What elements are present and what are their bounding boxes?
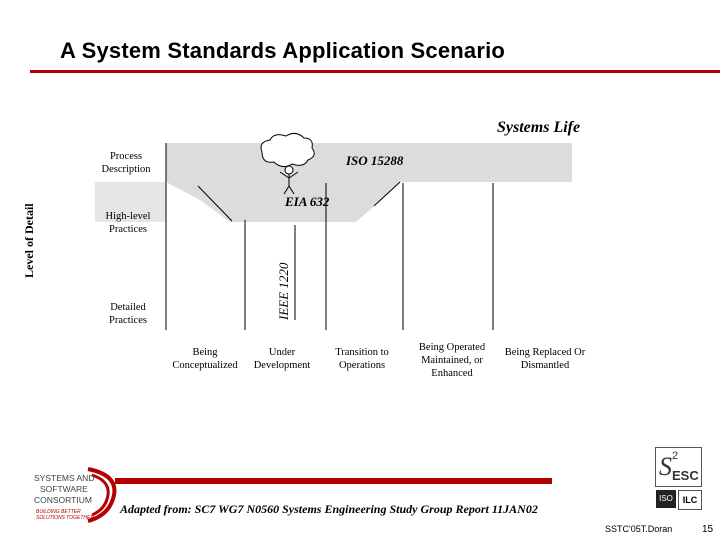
s2esc-logo: [655, 447, 702, 487]
s2esc-text: ESC: [672, 468, 699, 483]
stage-under-development: Under Development: [253, 347, 311, 371]
consortium-logo: [30, 465, 125, 525]
footer-credit: SSTC'05T.Doran: [605, 524, 673, 534]
page-number: 15: [702, 524, 714, 535]
eia-632-label: EIA 632: [285, 194, 330, 209]
stage-being-operated: Being Operated Maintained, or Enhanced: [418, 342, 486, 379]
s2esc-letter: S: [659, 452, 672, 481]
stage-being-conceptualized: Being Conceptualized: [172, 347, 238, 371]
level-detailed-practices: Detailed Practices: [109, 302, 147, 326]
iso-logo: ISO: [656, 490, 676, 508]
source-caption: Adapted from: SC7 WG7 N0560 Systems Engineering Study Group Report 11JAN02: [120, 502, 538, 516]
consortium-line-2: SOFTWARE: [40, 484, 88, 494]
ilc-logo: ILC: [678, 490, 702, 510]
consortium-line-3: CONSORTIUM: [34, 495, 92, 505]
slide-title: A System Standards Application Scenario: [60, 38, 506, 63]
systems-life-axis-title: Systems Life: [497, 119, 581, 136]
consortium-line-1: SYSTEMS AND: [34, 473, 95, 483]
iso-15288-label: ISO 15288: [346, 153, 404, 168]
stage-being-replaced: Being Replaced Or Dismantled: [504, 347, 586, 371]
consortium-tag-2: SOLUTIONS TOGETHER: [36, 515, 94, 521]
s2esc-superscript: 2: [672, 450, 679, 462]
eia-funnel: [166, 182, 400, 222]
level-high-level-practices: High-level Practices: [105, 211, 151, 235]
consortium-tag-1: BUILDING BETTER: [36, 509, 81, 515]
caption-rule: [115, 478, 552, 484]
level-process-description: Process Description: [101, 151, 151, 175]
stage-transition-to-operations: Transition to Operations: [335, 347, 389, 371]
ieee-1220-label: IEEE 1220: [276, 262, 291, 320]
level-of-detail-axis-title: Level of Detail: [22, 203, 36, 278]
